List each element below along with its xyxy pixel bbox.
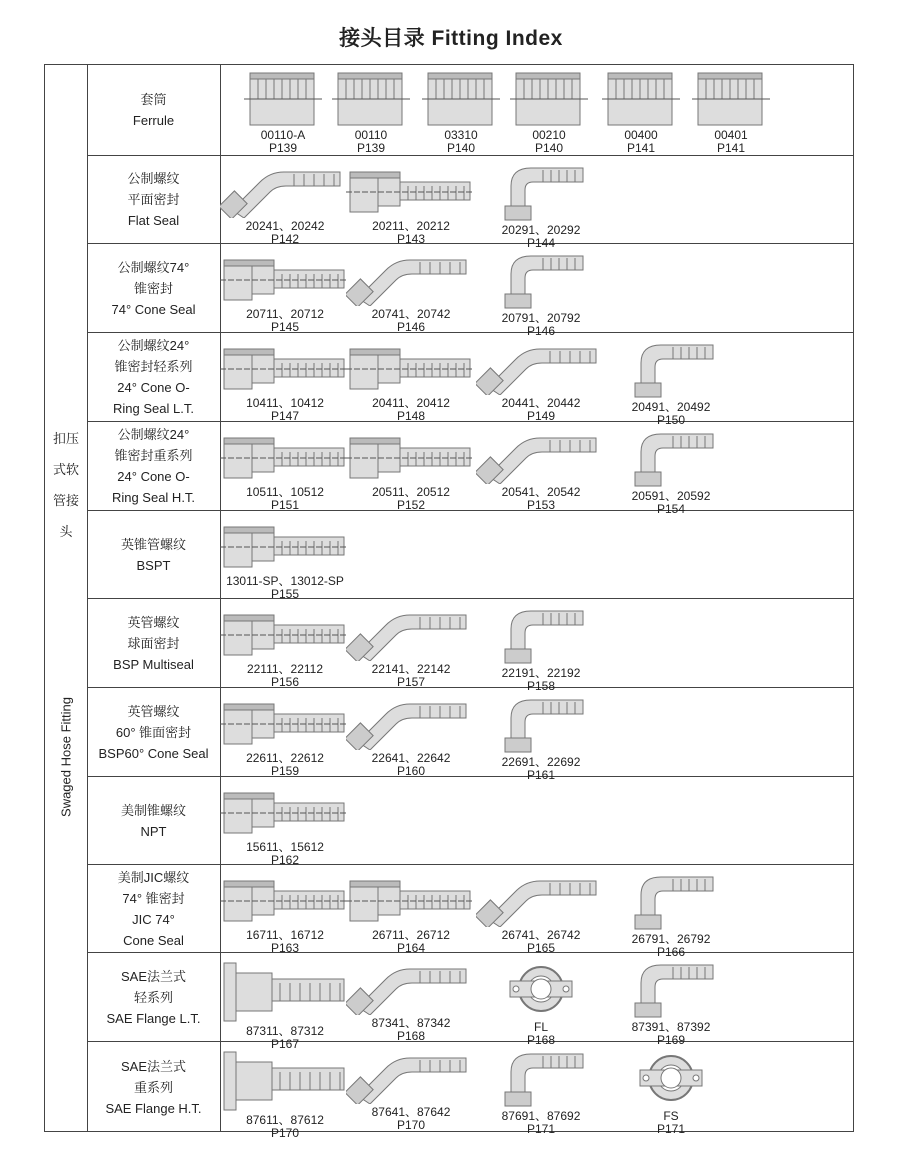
fitting-code: 20711、20712 xyxy=(246,307,324,321)
fitting-item xyxy=(606,959,736,1046)
category-label xyxy=(87,156,221,243)
fitting-code: 20411、20412 xyxy=(372,396,450,410)
category-row xyxy=(87,333,853,427)
page-reference: P139 xyxy=(356,141,386,155)
page-reference: P161 xyxy=(526,768,556,782)
fitting-item xyxy=(346,605,476,688)
fitting-code: 00110 xyxy=(354,128,388,142)
page-reference: P150 xyxy=(656,413,686,427)
fitting-code: 00210 xyxy=(532,128,566,142)
fitting-straight-icon xyxy=(220,250,350,306)
fitting-code: FL xyxy=(533,1020,548,1034)
fitting-code: 20741、20742 xyxy=(371,307,451,321)
page-reference: P151 xyxy=(270,498,300,512)
page-reference: P170 xyxy=(396,1118,426,1132)
category-label-line: 英锥管螺纹 xyxy=(120,536,186,552)
category-label-line: 24° Cone O- xyxy=(117,380,190,395)
page-reference: P155 xyxy=(270,587,300,601)
category-label-line: 公制螺纹74° xyxy=(117,259,190,275)
category-label-line: SAE Flange L.T. xyxy=(106,1010,201,1026)
category-row xyxy=(87,953,853,1051)
fitting-90-icon xyxy=(476,1048,606,1108)
fitting-item xyxy=(476,162,606,249)
category-label-line: Cone Seal xyxy=(123,932,184,948)
fitting-straight-icon xyxy=(346,339,476,395)
fitting-code: 20241、20242 xyxy=(245,219,325,233)
category-row xyxy=(87,65,853,156)
fitting-code: 10511、10512 xyxy=(246,485,324,499)
group-label-cn xyxy=(45,423,87,547)
fitting-item xyxy=(606,339,736,426)
page-reference: P140 xyxy=(534,141,564,155)
page-title: 接头目录 Fitting Index xyxy=(339,27,563,50)
category-label-line: 公制螺纹24° xyxy=(117,427,190,442)
category-label-line: SAE法兰式 xyxy=(120,1058,186,1074)
fitting-item xyxy=(220,1048,350,1139)
page-reference: P156 xyxy=(270,675,300,689)
page-reference: P146 xyxy=(396,320,426,334)
page-reference: P139 xyxy=(268,141,298,155)
fitting-code: 87611、87612 xyxy=(246,1113,324,1127)
fitting-flange-straight-icon xyxy=(220,1048,350,1112)
page-reference: P149 xyxy=(526,409,556,423)
page-reference: P152 xyxy=(396,498,426,512)
fitting-45-icon xyxy=(476,871,606,927)
fitting-code: 20441、20442 xyxy=(501,396,581,410)
fitting-items xyxy=(221,333,853,427)
fitting-item xyxy=(220,517,350,600)
fitting-straight-icon xyxy=(346,162,476,218)
category-label-line: 套筒 xyxy=(140,92,167,107)
page-reference: P143 xyxy=(396,232,426,246)
category-label-line: BSP60° Cone Seal xyxy=(98,745,209,761)
fitting-item xyxy=(346,250,476,333)
fitting-code: 20491、20492 xyxy=(631,400,711,414)
fitting-item xyxy=(606,871,736,958)
fitting-code: 22141、22142 xyxy=(371,662,451,676)
fitting-90-icon xyxy=(476,605,606,665)
fitting-45-icon xyxy=(346,959,476,1015)
page-reference: P142 xyxy=(270,232,300,246)
category-label xyxy=(87,953,221,1041)
fitting-code: 22611、22612 xyxy=(246,751,324,765)
fitting-straight-icon xyxy=(220,339,350,395)
page-reference: P147 xyxy=(270,409,300,423)
fitting-items xyxy=(221,777,853,867)
group-label-cn-line: 扣压 xyxy=(52,431,79,446)
fitting-item xyxy=(346,871,476,954)
fitting-item xyxy=(476,250,606,337)
fitting-code: 20211、20212 xyxy=(372,219,450,233)
page-reference: P153 xyxy=(526,498,556,512)
fitting-45-icon xyxy=(476,339,606,395)
category-label-line: 平面密封 xyxy=(127,192,180,207)
ferrule-icon xyxy=(666,71,796,127)
fitting-90-icon xyxy=(476,250,606,310)
flange-clamp-icon xyxy=(606,1048,736,1108)
group-label-en: Swaged Hose Fitting xyxy=(58,697,74,817)
page-reference: P144 xyxy=(526,236,556,250)
category-label xyxy=(87,865,221,952)
page-reference: P170 xyxy=(270,1126,300,1140)
fitting-straight-icon xyxy=(220,428,350,484)
page-reference: P158 xyxy=(526,679,556,693)
fitting-code: 22191、22192 xyxy=(501,666,581,680)
fitting-items xyxy=(221,953,853,1051)
category-row xyxy=(87,1042,853,1140)
fitting-code: 26791、26792 xyxy=(631,932,711,946)
page-reference: P164 xyxy=(396,941,426,955)
fitting-code: 26741、26742 xyxy=(501,928,581,942)
fitting-item xyxy=(220,605,350,688)
category-label xyxy=(87,599,221,687)
category-label xyxy=(87,511,221,598)
category-label-line: 英管螺纹 xyxy=(127,703,180,719)
category-label xyxy=(87,65,221,155)
fitting-item xyxy=(346,162,476,245)
category-label-line: NPT xyxy=(140,823,167,839)
category-label-line: 74° Cone Seal xyxy=(111,301,196,317)
page-reference: P159 xyxy=(270,764,300,778)
fitting-straight-icon xyxy=(220,871,350,927)
category-label-line: 60° 锥面密封 xyxy=(115,724,192,740)
category-label-line: 重系列 xyxy=(133,1079,173,1095)
fitting-item xyxy=(476,871,606,954)
group-label-cn-line: 管接 xyxy=(52,493,79,508)
category-label-line: BSPT xyxy=(136,557,171,573)
fitting-code: 10411、10412 xyxy=(246,396,324,410)
category-label xyxy=(87,422,221,510)
category-label xyxy=(87,1042,221,1132)
page-reference: P168 xyxy=(526,1033,556,1047)
fitting-item xyxy=(346,1048,476,1131)
page-reference: P167 xyxy=(270,1037,300,1051)
fitting-code: 87691、87692 xyxy=(501,1109,581,1123)
category-label-line: JIC 74° xyxy=(132,911,175,927)
page-reference: P162 xyxy=(270,853,300,867)
fitting-items xyxy=(221,865,853,959)
flange-clamp-icon xyxy=(476,959,606,1019)
category-row xyxy=(87,865,853,959)
page-reference: P163 xyxy=(270,941,300,955)
category-label-line: Flat Seal xyxy=(127,213,180,228)
fitting-straight-icon xyxy=(346,871,476,927)
fitting-code: 16711、16712 xyxy=(246,928,324,942)
category-row xyxy=(87,422,853,516)
fitting-90-icon xyxy=(606,871,736,931)
fitting-items xyxy=(221,511,853,601)
fitting-code: 22691、22692 xyxy=(501,755,581,769)
category-label-line: Ring Seal L.T. xyxy=(113,401,194,416)
fitting-item xyxy=(220,959,350,1050)
category-label xyxy=(87,244,221,332)
page-reference: P148 xyxy=(396,409,426,423)
fitting-item xyxy=(476,428,606,511)
page-reference: P165 xyxy=(526,941,556,955)
fitting-code: 87341、87342 xyxy=(371,1016,451,1030)
page-reference: P146 xyxy=(526,324,556,338)
fitting-item xyxy=(476,339,606,422)
category-label-line: 74° 锥密封 xyxy=(122,890,185,906)
fitting-code: 87641、87642 xyxy=(371,1105,451,1119)
category-label-line: SAE Flange H.T. xyxy=(105,1100,202,1116)
fitting-item xyxy=(346,428,476,511)
fitting-45-icon xyxy=(346,250,476,306)
group-label-cn-line: 式软 xyxy=(52,462,79,477)
category-label-line: 英管螺纹 xyxy=(127,614,180,630)
fitting-code: 20541、20542 xyxy=(501,485,581,499)
category-label xyxy=(87,333,221,421)
fitting-45-icon xyxy=(346,694,476,750)
fitting-item xyxy=(220,250,350,333)
fitting-code: 15611、15612 xyxy=(246,840,324,854)
category-label-line: 公制螺纹 xyxy=(127,171,180,186)
fitting-index-table xyxy=(44,64,854,1140)
category-label xyxy=(87,777,221,864)
fitting-items xyxy=(221,599,853,693)
fitting-45-icon xyxy=(220,162,350,218)
page-reference: P169 xyxy=(656,1033,686,1047)
fitting-item xyxy=(220,162,350,245)
fitting-item xyxy=(476,959,606,1046)
fitting-code: FS xyxy=(663,1109,679,1123)
category-label-line: 轻系列 xyxy=(133,989,173,1005)
fitting-straight-icon xyxy=(220,517,350,573)
category-label-line: BSP Multiseal xyxy=(113,656,194,672)
fitting-item xyxy=(346,694,476,777)
fitting-code: 22641、22642 xyxy=(371,751,451,765)
fitting-90-icon xyxy=(476,162,606,222)
fitting-code: 20791、20792 xyxy=(501,311,581,325)
fitting-90-icon xyxy=(606,428,736,488)
fitting-45-icon xyxy=(346,605,476,661)
fitting-item xyxy=(606,1048,736,1135)
fitting-straight-icon xyxy=(220,694,350,750)
fitting-items xyxy=(221,1042,853,1140)
fitting-item xyxy=(220,694,350,777)
category-row xyxy=(87,511,853,599)
fitting-code: 20291、20292 xyxy=(501,223,581,237)
fitting-items xyxy=(221,688,853,782)
group-column xyxy=(45,65,88,1131)
fitting-item xyxy=(220,871,350,954)
fitting-45-icon xyxy=(476,428,606,484)
page-reference: P141 xyxy=(626,141,656,155)
page-reference: P171 xyxy=(526,1122,556,1136)
fitting-code: 87311、87312 xyxy=(246,1024,324,1038)
fitting-code: 00400 xyxy=(624,128,658,142)
fitting-item xyxy=(606,428,736,515)
fitting-45-icon xyxy=(346,1048,476,1104)
category-label-line: SAE法兰式 xyxy=(120,968,186,984)
category-label xyxy=(87,688,221,776)
category-rows xyxy=(87,65,853,1140)
category-row xyxy=(87,244,853,338)
group-label-cn-line: 头 xyxy=(59,524,73,539)
fitting-code: 87391、87392 xyxy=(631,1020,711,1034)
category-label-line: 锥密封轻系列 xyxy=(114,359,193,374)
page-reference: P157 xyxy=(396,675,426,689)
fitting-90-icon xyxy=(606,339,736,399)
fitting-code: 03310 xyxy=(444,128,478,142)
fitting-items xyxy=(221,244,853,338)
fitting-items xyxy=(221,65,853,155)
fitting-item xyxy=(220,339,350,422)
fitting-straight-icon xyxy=(220,783,350,839)
fitting-straight-icon xyxy=(346,428,476,484)
fitting-90-icon xyxy=(476,694,606,754)
fitting-flange-straight-icon xyxy=(220,959,350,1023)
fitting-code: 20591、20592 xyxy=(631,489,711,503)
fitting-item xyxy=(476,694,606,781)
page-reference: P141 xyxy=(716,141,746,155)
fitting-item xyxy=(346,959,476,1042)
page-reference: P154 xyxy=(656,502,686,516)
category-label-line: Ferrule xyxy=(132,113,175,128)
category-label-line: 锥密封 xyxy=(133,280,173,296)
fitting-item xyxy=(346,339,476,422)
fitting-item xyxy=(220,428,350,511)
fitting-items xyxy=(221,156,853,250)
page-reference: P160 xyxy=(396,764,426,778)
page-reference: P140 xyxy=(446,141,476,155)
fitting-item xyxy=(476,605,606,692)
fitting-code: 20511、20512 xyxy=(372,485,450,499)
fitting-item xyxy=(220,783,350,866)
category-label-line: 美制锥螺纹 xyxy=(120,802,186,818)
fitting-90-icon xyxy=(606,959,736,1019)
category-row xyxy=(87,777,853,865)
fitting-straight-icon xyxy=(220,605,350,661)
page-reference: P171 xyxy=(656,1122,686,1136)
page-reference: P166 xyxy=(656,945,686,959)
page-reference: P145 xyxy=(270,320,300,334)
category-label-line: 锥密封重系列 xyxy=(114,448,193,463)
category-row xyxy=(87,688,853,782)
fitting-code: 00110-A xyxy=(260,128,306,142)
category-label-line: 24° Cone O- xyxy=(117,469,190,484)
page-reference: P168 xyxy=(396,1029,426,1043)
fitting-code: 22111、22112 xyxy=(246,662,324,676)
fitting-item xyxy=(666,71,796,154)
fitting-code: 26711、26712 xyxy=(372,928,450,942)
category-label-line: 美制JIC螺纹 xyxy=(117,869,190,885)
category-label-line: 公制螺纹24° xyxy=(117,338,190,353)
fitting-code: 00401 xyxy=(714,128,748,142)
fitting-item xyxy=(476,1048,606,1135)
fitting-code: 13011-SP、13012-SP xyxy=(226,574,344,588)
category-label-line: Ring Seal H.T. xyxy=(111,490,196,505)
fitting-items xyxy=(221,422,853,516)
category-label-line: 球面密封 xyxy=(127,635,180,651)
category-row xyxy=(87,599,853,693)
category-row xyxy=(87,156,853,250)
